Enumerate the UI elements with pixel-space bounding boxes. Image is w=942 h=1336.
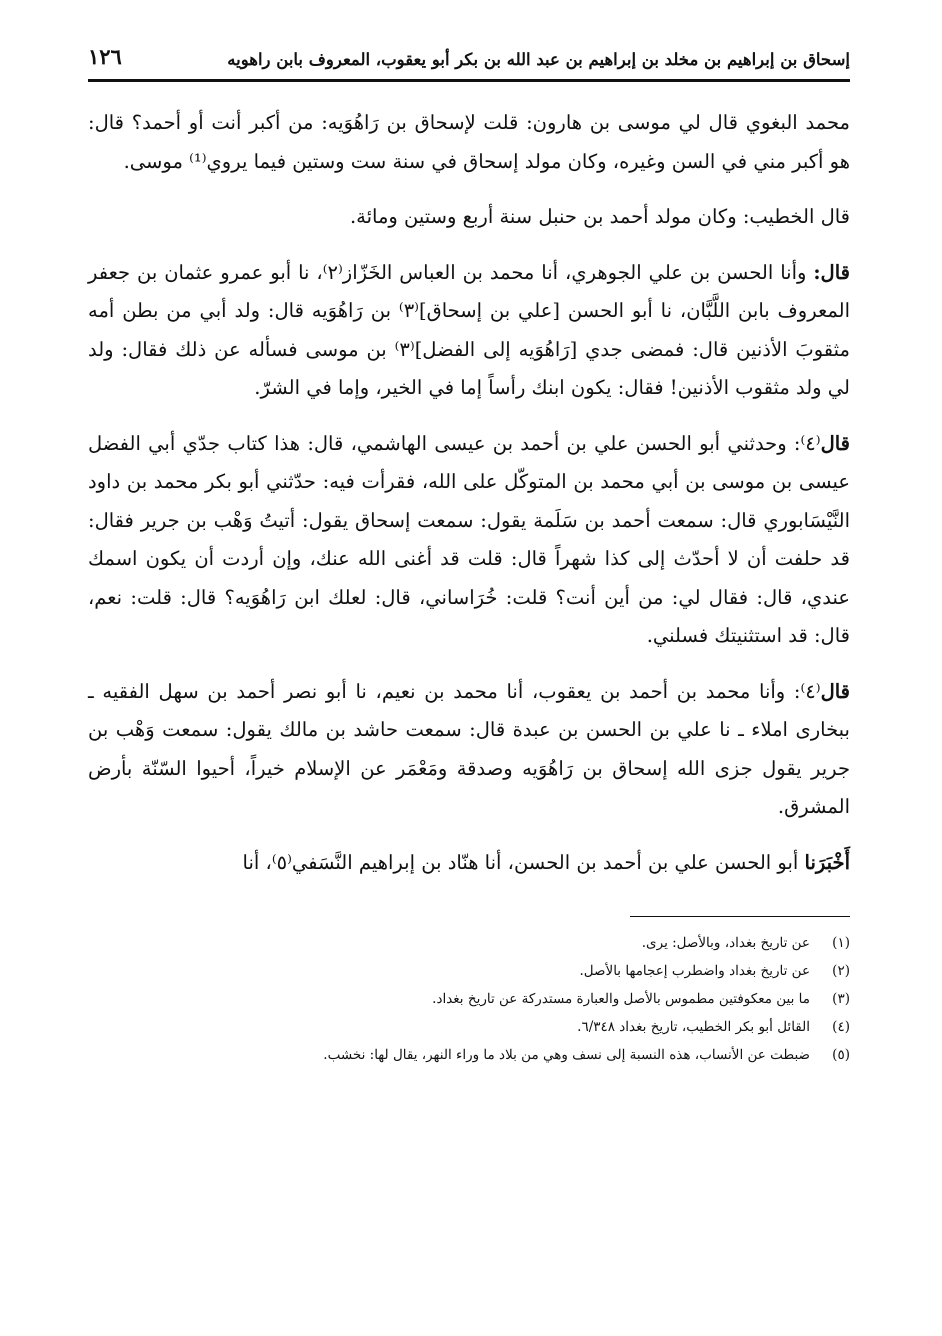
footnote-number: (١)	[832, 935, 850, 951]
footnote	[88, 1015, 850, 1039]
paragraph-lead: قال	[820, 431, 850, 455]
footnote-number: (٢)	[832, 963, 850, 979]
paragraph	[88, 844, 850, 883]
footnote-number: (٤)	[832, 1019, 850, 1035]
footnote	[88, 987, 850, 1011]
footnote-text: عن تاريخ بغداد، وبالأصل: يرى.	[641, 935, 810, 951]
paragraph-lead: قال	[820, 679, 850, 703]
paragraph	[88, 198, 850, 237]
footnote-divider	[630, 916, 850, 917]
paragraph-text: وأنا الحسن بن علي الجوهري، أنا محمد بن العباس الخَزّاز⁽٢⁾، نا أبو عمرو عثمان بن جعفر المعروف بابن اللَّبَّان، نا أبو الحسن [علي بن إسحاق]⁽٣⁾ بن رَاهُوَيه قال: ولد أبي من بطن أمه مثقوبَ الأذنين قال: فمضى جدي [رَاهُوَيه إلى الفضل]⁽٣⁾ بن موسى فسأله عن ذلك فقال: ولد لي ولد مثقوب الأذنين! فقال: يكون ابنك رأساً إما في الخير، وإما في الشرّ.	[88, 260, 850, 399]
footnote	[88, 931, 850, 955]
running-header	[88, 44, 850, 82]
footnote-text: ضبطت عن الأنساب، هذه النسبة إلى نسف وهي من بلاد ما وراء النهر، يقال لها: نخشب.	[323, 1047, 810, 1063]
paragraph-text: أبو الحسن علي بن أحمد بن الحسن، أنا هنّاد بن إبراهيم النَّسَفي⁽٥⁾، أنا	[242, 850, 805, 874]
footnote-text: ما بين معكوفتين مطموس بالأصل والعبارة مستدركة عن تاريخ بغداد.	[432, 991, 810, 1007]
footnotes	[88, 931, 850, 1067]
main-text	[88, 104, 850, 882]
footnote-text: القائل أبو بكر الخطيب، تاريخ بغداد ٦/٣٤٨.	[577, 1019, 810, 1035]
paragraph-lead: قال:	[813, 260, 850, 284]
paragraph-text: محمد البغوي قال لي موسى بن هارون: قلت لإسحاق بن رَاهُوَيه: من أكبر أنت أو أحمد؟ قال: هو أكبر مني في السن وغيره، وكان مولد إسحاق في سنة ست وستين فيما يروي⁽¹⁾ موسى.	[88, 111, 850, 173]
footnote-number: (٣)	[832, 991, 850, 1007]
footnote	[88, 1043, 850, 1067]
footnote-number: (٥)	[832, 1047, 850, 1063]
paragraph-lead: أَخْبَرَنا	[804, 850, 850, 874]
footnote-text: عن تاريخ بغداد واضطرب إعجامها بالأصل.	[579, 963, 810, 979]
document-page	[88, 44, 850, 1071]
running-title: إسحاق بن إبراهيم بن مخلد بن إبراهيم بن عبد الله بن بكر أبو يعقوب، المعروف بابن راهويه	[227, 50, 850, 69]
page-number: ١٢٦	[88, 44, 122, 69]
paragraph	[88, 425, 850, 656]
paragraph-text: ⁽٤⁾: وحدثني أبو الحسن علي بن أحمد بن عيسى الهاشمي، قال: هذا كتاب جدّي أبي الفضل عيسى بن موسى بن أبي محمد بن المتوكّل على الله، فقرأت فيه: حدّثني أبو بكر محمد بن داود النَّيْسَابوري قال: سمعت أحمد بن سَلَمة يقول: سمعت إسحاق يقول: أتيتُ وَهْب بن جرير فقال: قد حلفت أن لا أحدّث إلى كذا شهراً قال: قلت قد أغنى الله عنك، وإن أردت أن يكون اسمك عندي، قال: فقال لي: من أين أنت؟ قلت: خُرَاساني، قال: لعلك ابن رَاهُوَيه؟ قال: قلت: نعم، قال: قد استثنيتك فسلني.	[88, 431, 850, 647]
paragraph	[88, 104, 850, 181]
paragraph-text: ⁽٤⁾: وأنا محمد بن أحمد بن يعقوب، أنا محمد بن نعيم، نا أبو نصر أحمد بن سهل الفقيه ـ ببخارى املاء ـ نا علي بن الحسن بن عبدة قال: سمعت حاشد بن مالك يقول: سمعت وَهْب بن جرير يقول جزى الله إسحاق بن رَاهُوَيه وصدقة ومَعْمَر عن الإسلام خيراً، أحيوا السّنّة بأرض المشرق.	[88, 679, 850, 818]
paragraph	[88, 254, 850, 408]
paragraph	[88, 673, 850, 827]
footnote	[88, 959, 850, 983]
paragraph-text: قال الخطيب: وكان مولد أحمد بن حنبل سنة أربع وستين ومائة.	[349, 205, 850, 228]
